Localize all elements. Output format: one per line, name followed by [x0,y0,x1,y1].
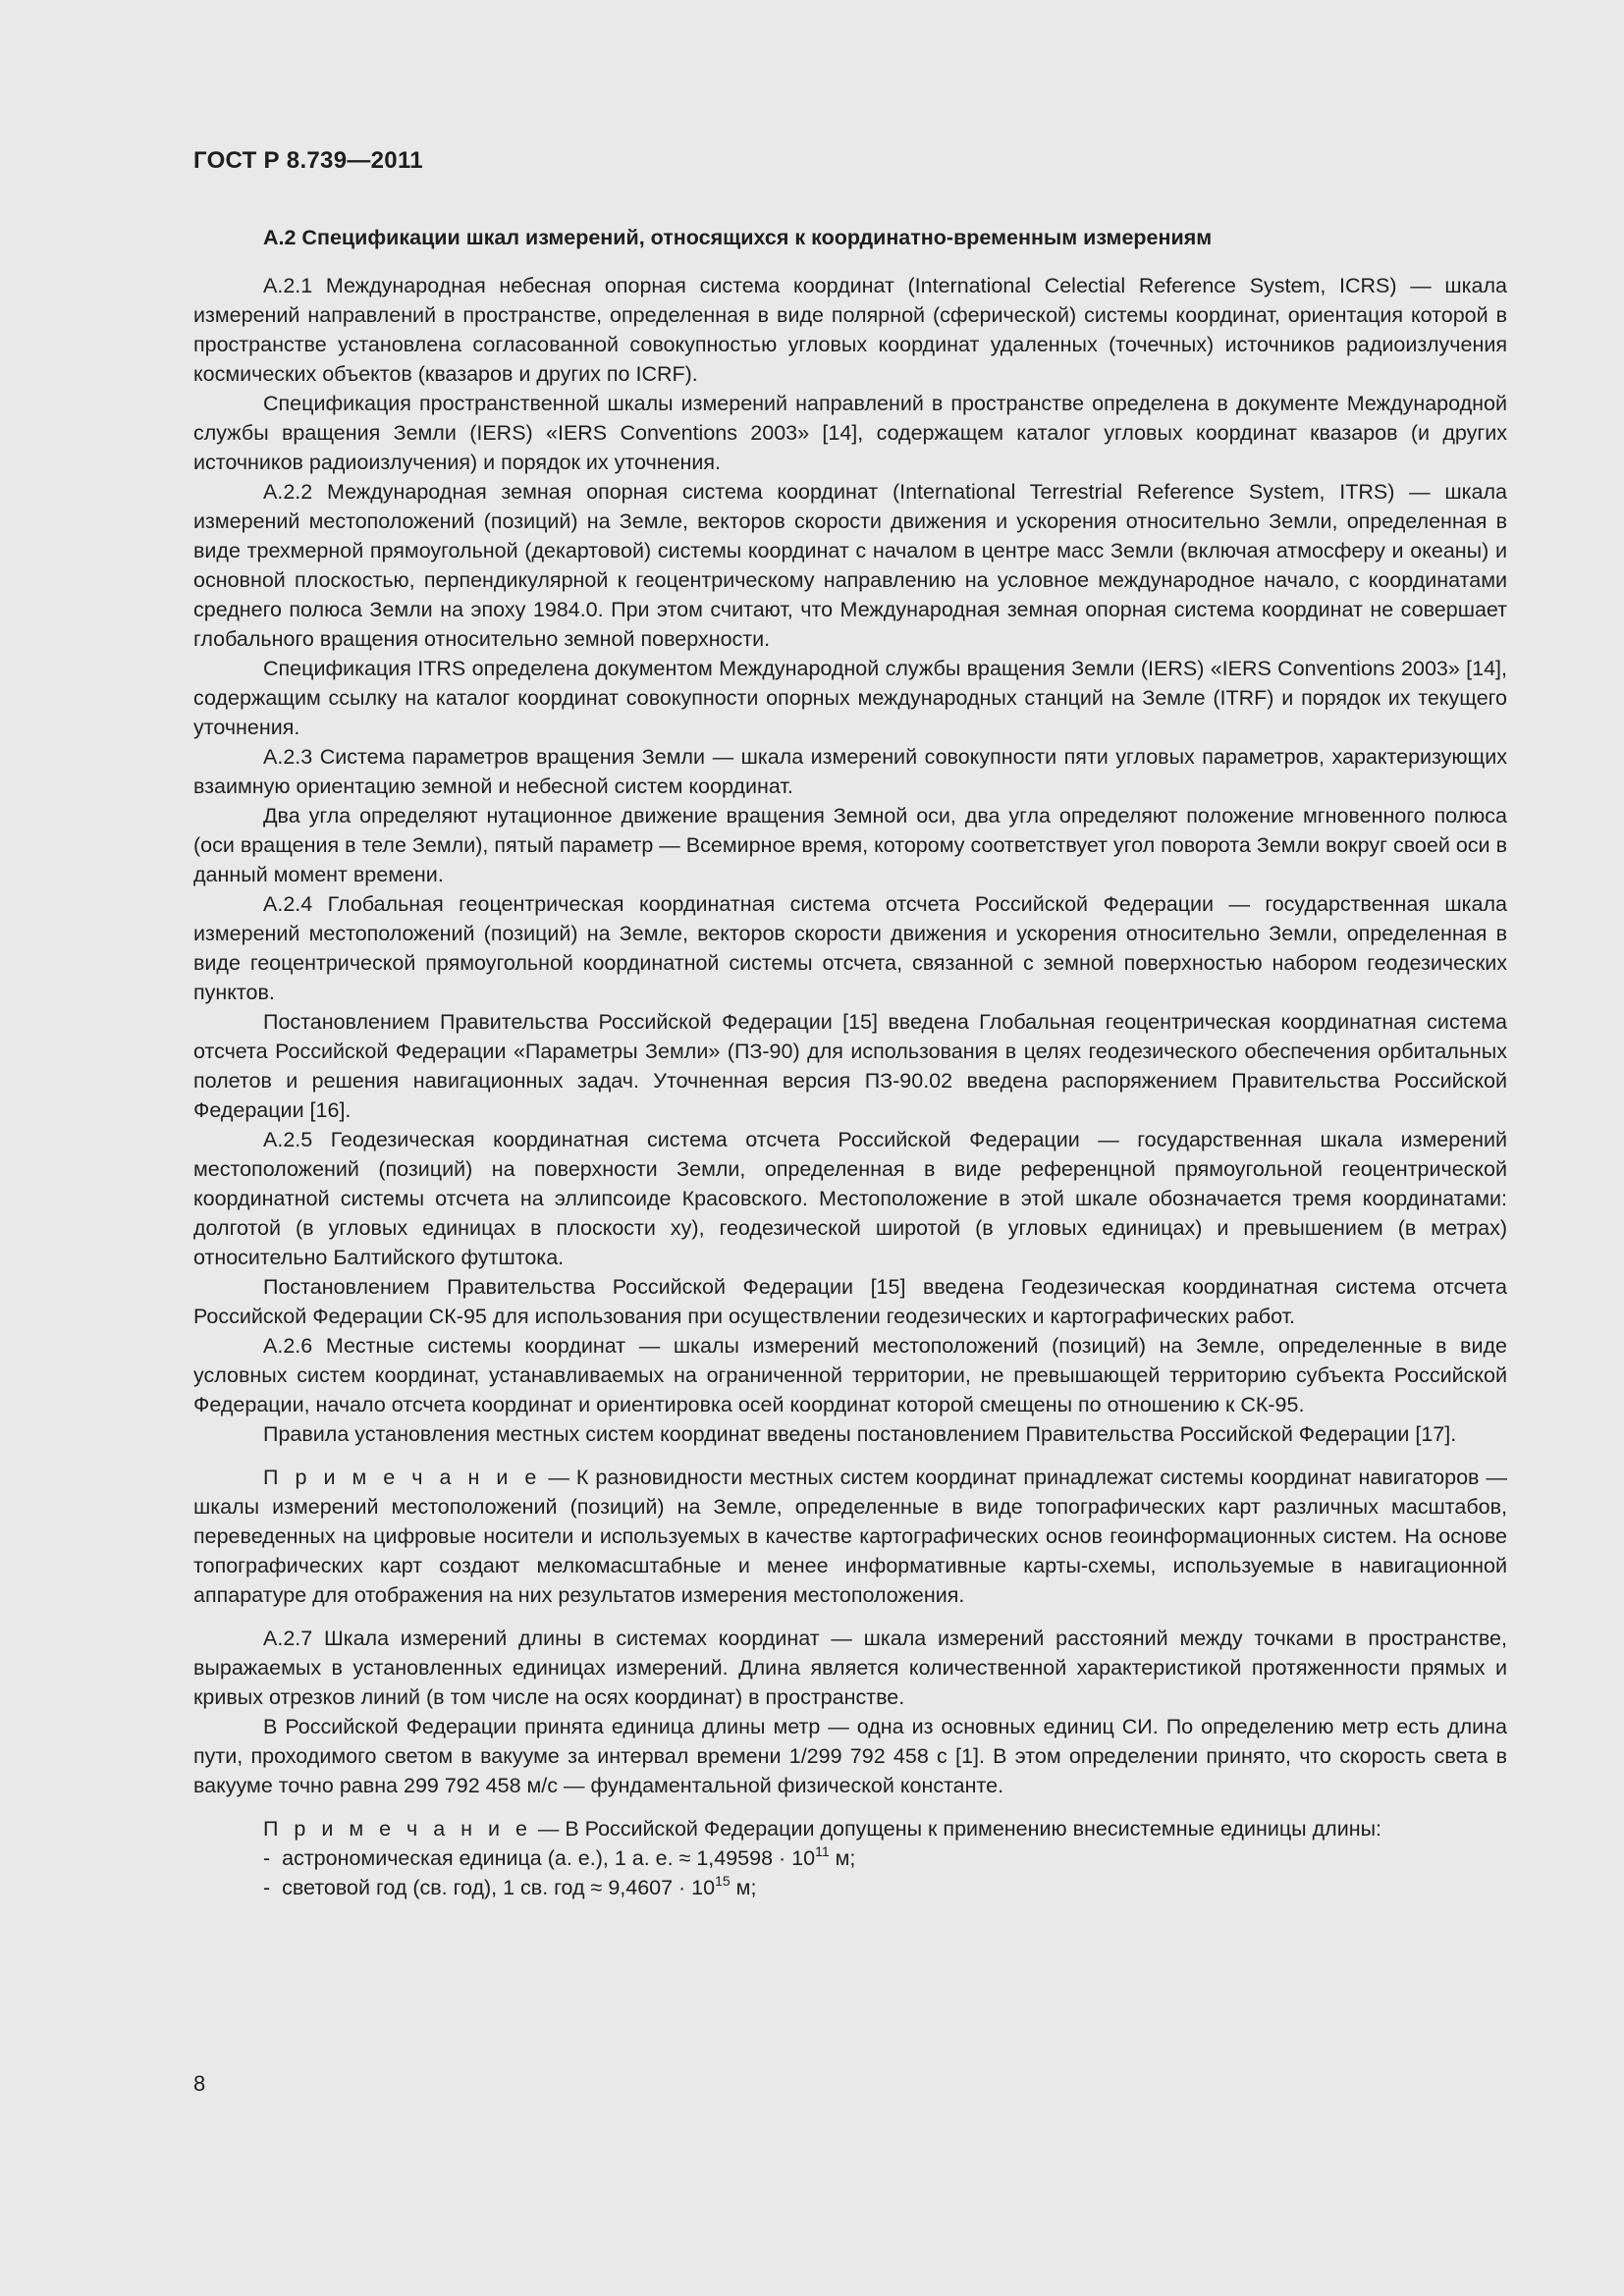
document-body [193,271,1507,1902]
note-local-systems [193,1463,1507,1610]
list-item-text: световой год (св. год), 1 св. год ≈ 9,4607 · 10 [282,1876,716,1899]
paragraph-metre: В Российской Федерации принята единица длины метр — одна из основных единиц СИ. По определению метр есть длина пути, проходимого светом в вакууме за интервал времени 1/299 792 458 с [1]. В этом определении принято, что скорость света в вакууме точно равна 299 792 458 м/с — фундаментальной физической константе. [193,1715,1507,1797]
note-length-units-head [193,1814,1507,1843]
exponent: 15 [715,1873,731,1889]
list-item-light-year [263,1873,1507,1902]
list-item-astronomical-unit [263,1843,1507,1873]
paragraph-local-rules: Правила установления местных систем координат введены постановлением Правительства Российской Федерации [17]. [263,1422,1457,1446]
paragraph-icrs-spec: Спецификация пространственной шкалы измерений направлений в пространстве определена в документе Международной службы вращения Земли (IERS) «IERS Conventions 2003» [14], содержащем каталог угловых координат квазаров (и других источников радиоизлучения) и порядок их уточнения. [193,392,1507,474]
unit: м; [829,1846,856,1870]
paragraph-rotation-angles: Два угла определяют нутационное движение вращения Земной оси, два угла определяют положение мгновенного полюса (оси вращения в теле Земли), пятый параметр — Всемирное время, которому соответствует угол поворота Земли вокруг своей оси в данный момент времени. [193,804,1507,886]
paragraph-itrs-spec: Спецификация ITRS определена документом Международной службы вращения Земли (IERS) «IERS Conventions 2003» [14], содержащим ссылку на каталог координат совокупности опорных международных станций на Земле (ITRF) и порядок их текущего уточнения. [193,657,1507,739]
paragraph-a27: А.2.7 Шкала измерений длины в системах координат — шкала измерений расстояний между точками в пространстве, выражаемых в установленных единицах измерений. Длина является количественной характеристикой протяженности прямых и кривых отрезков линий (в том числе на осях координат) в пространстве. [193,1627,1507,1709]
paragraph-a26: А.2.6 Местные системы координат — шкалы измерений местоположений (позиций) на Земле, определенные в виде условных систем координат, устанавливаемых на ограниченной территории, не превышающей территорию субъекта Российской Федерации, начало отсчета координат и ориентировка осей координат которой смещены по отношению к СК-95. [193,1334,1507,1416]
paragraph-a24: А.2.4 Глобальная геоцентрическая координатная система отсчета Российской Федерации — государственная шкала измерений местоположений (позиций) на Земле, векторов скорости движения и ускорения относительно Земли, определенная в виде геоцентрической прямоугольной координатной системы отсчета, связанной с земной поверхностью набором геодезических пунктов. [193,892,1507,1004]
note-label: П р и м е ч а н и е [263,1817,532,1841]
exponent: 11 [815,1843,830,1859]
length-units-list [193,1843,1507,1902]
list-item-text: астрономическая единица (а. е.), 1 а. е. ≈ 1,49598 · 10 [282,1846,816,1870]
paragraph-a22: А.2.2 Международная земная опорная система координат (International Terrestrial Reference System, ITRS) — шкала измерений местоположений (позиций) на Земле, векторов скорости движения и ускорения относительно Земли, определенная в виде трехмерной прямоугольной (декартовой) системы координат с началом в центре масс Земли (включая атмосферу и океаны) и основной плоскостью, перпендикулярной к геоцентрическому направлению на условное международное начало, с координатами среднего полюса Земли на эпоху 1984.0. При этом считают, что Международная земная опорная система координат не совершает глобального вращения относительно земной поверхности. [193,480,1507,651]
unit: м; [730,1876,757,1899]
paragraph-a25: А.2.5 Геодезическая координатная система отсчета Российской Федерации — государственная шкала измерений местоположений (позиций) на поверхности Земли, определенная в виде референцной прямоугольной геоцентрической координатной системы отсчета на эллипсоиде Красовского. Местоположение в этой шкале обозначается тремя координатами: долготой (в угловых единицах в плоскости xy), геодезической широтой (в угловых единицах) и превышением (в метрах) относительно Балтийского футштока. [193,1128,1507,1269]
section-title: А.2 Спецификации шкал измерений, относящихся к координатно-временным измерениям [263,226,1213,249]
paragraph-a23: А.2.3 Система параметров вращения Земли — шкала измерений совокупности пяти угловых параметров, характеризующих взаимную ориентацию земной и небесной систем координат. [193,745,1507,798]
page-number: 8 [193,2071,206,2096]
note-label: П р и м е ч а н и е [263,1466,542,1489]
paragraph-pz90: Постановлением Правительства Российской Федерации [15] введена Глобальная геоцентрическая координатная система отсчета Российской Федерации «Параметры Земли» (ПЗ-90) для использования в целях геодезического обеспечения орбитальных полетов и решения навигационных задач. Уточненная версия ПЗ-90.02 введена распоряжением Правительства Российской Федерации [16]. [193,1010,1507,1122]
note-length-units [193,1814,1507,1902]
paragraph-sk95: Постановлением Правительства Российской Федерации [15] введена Геодезическая координатная система отсчета Российской Федерации СК-95 для использования при осуществлении геодезических и картографических работ. [193,1275,1507,1328]
note-text: — В Российской Федерации допущены к применению внесистемные единицы длины: [531,1817,1382,1841]
note-text: — К разновидности местных систем координат принадлежат системы координат навигаторов — шкалы измерений местоположений (позиций) на Земле, определенные в виде топографических карт различных масштабов, переведенных на цифровые носители и используемых в качестве картографических основ геоинформационных систем. На основе топографических карт создают мелкомасштабные и менее информативные карты-схемы, используемые в навигационной аппаратуре для отображения на них результатов измерения местоположения. [193,1466,1507,1607]
paragraph-a21: А.2.1 Международная небесная опорная система координат (International Celectial Reference System, ICRS) — шкала измерений направлений в пространстве, определенная в виде полярной (сферической) системы координат, ориентация которой в пространстве установлена согласованной совокупностью угловых координат удаленных (точечных) источников радиоизлучения космических объектов (квазаров и других по ICRF). [193,274,1507,386]
document-standard-id: ГОСТ Р 8.739—2011 [193,147,423,174]
